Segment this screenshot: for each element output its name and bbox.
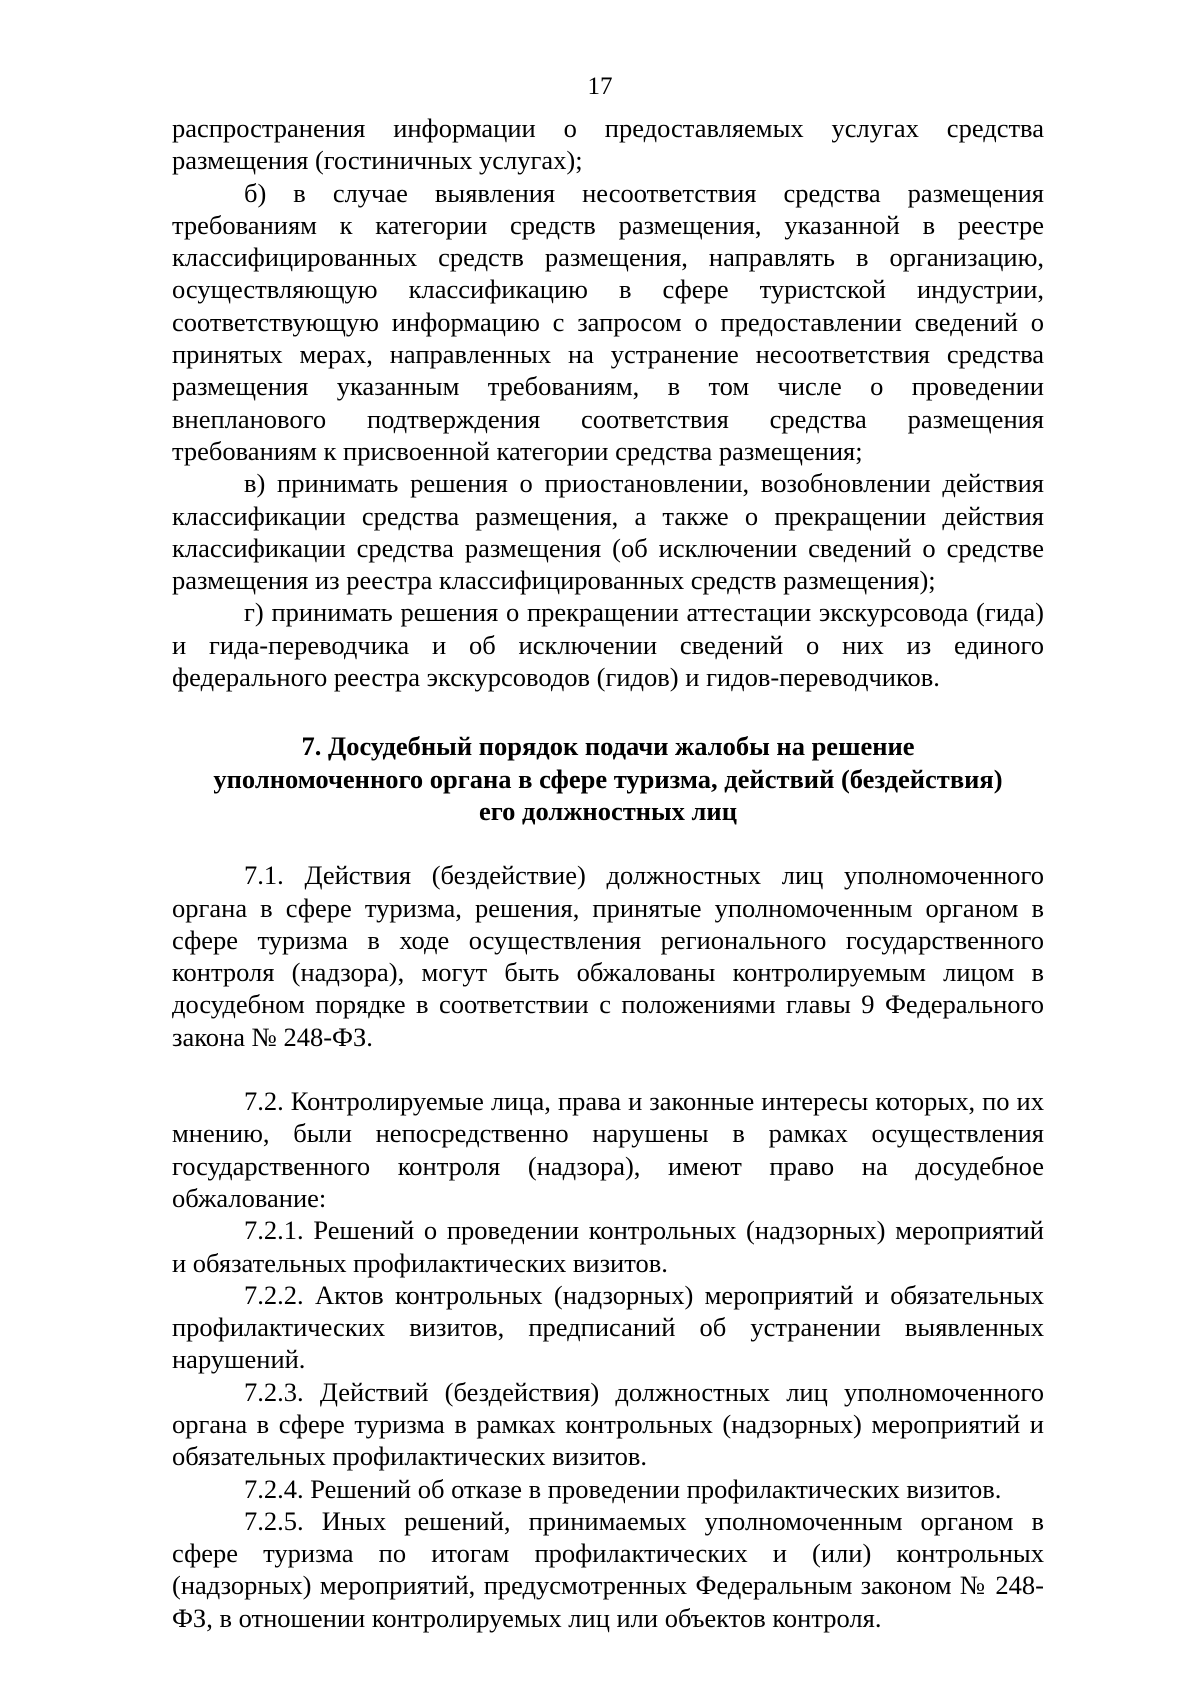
paragraph-7-1: 7.1. Действия (бездействие) должностных лиц уполномоченного органа в сфере туризма, решения, принятые уполномоченным органом в сфере туризма в ходе осуществления регионального государственного контроля (надзора), могут быть обжалованы контролируемым лицом в досудебном порядке в соответствии с положениями главы 9 Федерального закона № 248-ФЗ. <box>172 860 1044 1052</box>
paragraph-item-b: б) в случае выявления несоответствия средства размещения требованиям к категории средств размещения, указанной в реестре классифицированных средств размещения, направлять в организацию, осуществляющую классификацию в сфере туристской индустрии, соответствующую информацию с запросом о предоставлении сведений о принятых мерах, направленных на устранение несоответствия средства размещения указанным требованиям, в том числе о проведении внепланового подтверждения соответствия средства размещения требованиям к присвоенной категории средства размещения; <box>172 177 1044 466</box>
paragraph-7-2-5: 7.2.5. Иных решений, принимаемых уполномоченным органом в сфере туризма по итогам профилактических и (или) контрольных (надзорных) мероприятий, предусмотренных Федеральным законом № 248-ФЗ, в отношении контролируемых лиц или объектов контроля. <box>172 1505 1044 1633</box>
paragraph-7-2-3: 7.2.3. Действий (бездействия) должностных лиц уполномоченного органа в сфере туризма в рамках контрольных (надзорных) мероприятий и обязательных профилактических визитов. <box>172 1376 1044 1472</box>
paragraph-item-g: г) принимать решения о прекращении аттестации экскурсовода (гида) и гида-переводчика и об исключении сведений о них из единого федерального реестра экскурсоводов (гидов) и гидов-переводчиков. <box>172 597 1044 693</box>
section-heading-line-1: 7. Досудебный порядок подачи жалобы на решение <box>301 731 915 762</box>
section-heading <box>172 730 1044 827</box>
document-body <box>172 112 1044 1634</box>
page-number: 17 <box>587 73 613 100</box>
section-heading-line-3: его должностных лиц <box>479 795 737 826</box>
paragraph-7-2-4: 7.2.4. Решений об отказе в проведении профилактических визитов. <box>244 1473 1002 1504</box>
spacer <box>172 1053 1044 1085</box>
paragraph-7-2-2: 7.2.2. Актов контрольных (надзорных) мероприятий и обязательных профилактических визитов, предписаний об устранении выявленных нарушений. <box>172 1279 1044 1375</box>
paragraph-item-v: в) принимать решения о приостановлении, возобновлении действия классификации средства размещения, а также о прекращении действия классификации средства размещения (об исключении сведений о средстве размещения из реестра классифицированных средств размещения); <box>172 468 1044 596</box>
paragraph-7-2-1: 7.2.1. Решений о проведении контрольных (надзорных) мероприятий и обязательных профилактических визитов. <box>172 1215 1044 1278</box>
section-heading-line-2: уполномоченного органа в сфере туризма, действий (бездействия) <box>213 763 1003 794</box>
paragraph-7-2: 7.2. Контролируемые лица, права и законные интересы которых, по их мнению, были непосредственно нарушены в рамках осуществления государственного контроля (надзора), имеют право на досудебное обжалование: <box>172 1086 1044 1213</box>
paragraph-continuation: распространения информации о предоставляемых услугах средства размещения (гостиничных услугах); <box>172 113 1044 176</box>
